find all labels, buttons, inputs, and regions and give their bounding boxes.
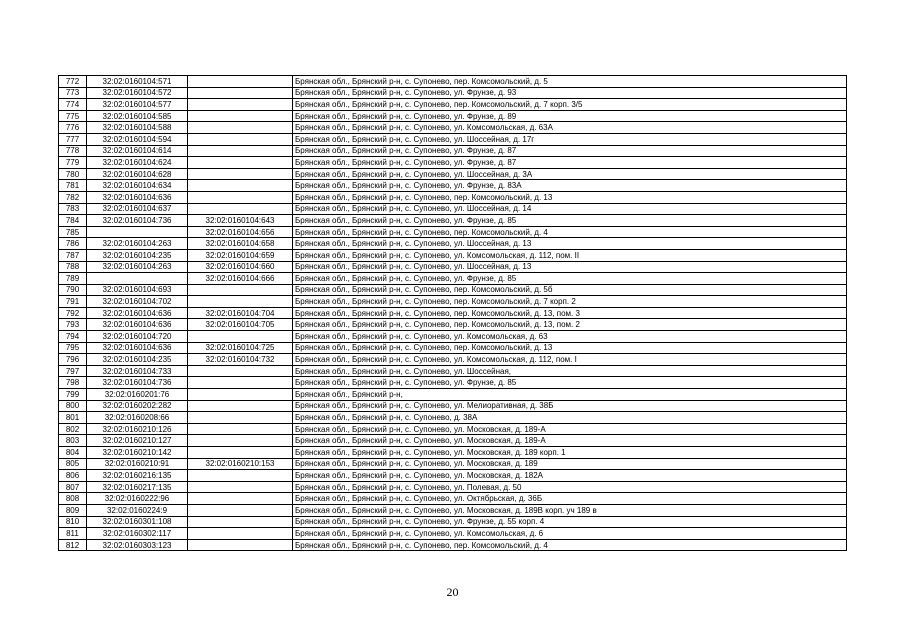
cadastral-number-cell: 32:02:0160104:693: [87, 284, 188, 296]
table-row: [59, 539, 847, 551]
row-number-cell: 804: [59, 447, 87, 459]
page-number: 20: [446, 585, 459, 599]
row-number-cell: 782: [59, 191, 87, 203]
linked-cadastral-number-cell: 32:02:0160104:704: [188, 307, 293, 319]
linked-cadastral-number-cell: 32:02:0160104:666: [188, 273, 293, 285]
linked-cadastral-number-cell: [188, 447, 293, 459]
cadastral-number-cell: 32:02:0160202:282: [87, 400, 188, 412]
address-cell: Брянская обл., Брянский р-н, с. Супонево, пер. Комсомольский, д. 7 корп. 3/5: [293, 99, 847, 111]
table-row: [59, 435, 847, 447]
row-number-cell: 793: [59, 319, 87, 331]
table-row: [59, 354, 847, 366]
row-number-cell: 794: [59, 331, 87, 343]
address-cell: Брянская обл., Брянский р-н, с. Супонево, ул. Московская, д. 189В корп. уч 189 в: [293, 504, 847, 516]
address-cell: Брянская обл., Брянский р-н, с. Супонево, ул. Комсомольская, д. 63А: [293, 122, 847, 134]
table-row: [59, 157, 847, 169]
linked-cadastral-number-cell: 32:02:0160104:643: [188, 215, 293, 227]
row-number-cell: 796: [59, 354, 87, 366]
linked-cadastral-number-cell: [188, 87, 293, 99]
address-cell: Брянская обл., Брянский р-н, с. Супонево, пер. Комсомольский, д. 13: [293, 342, 847, 354]
table-row: [59, 226, 847, 238]
cadastral-number-cell: 32:02:0160104:733: [87, 365, 188, 377]
table-row: [59, 447, 847, 459]
cadastral-number-cell: 32:02:0160104:636: [87, 191, 188, 203]
table-row: [59, 528, 847, 540]
linked-cadastral-number-cell: 32:02:0160104:725: [188, 342, 293, 354]
row-number-cell: 807: [59, 481, 87, 493]
linked-cadastral-number-cell: 32:02:0160104:656: [188, 226, 293, 238]
cadastral-number-cell: 32:02:0160222:96: [87, 493, 188, 505]
address-cell: Брянская обл., Брянский р-н, с. Супонево, пер. Комсомольский, д. 5: [293, 76, 847, 88]
linked-cadastral-number-cell: [188, 423, 293, 435]
table-row: [59, 180, 847, 192]
row-number-cell: 780: [59, 168, 87, 180]
address-cell: Брянская обл., Брянский р-н, с. Супонево, пер. Комсомольский, д. 7 корп. 2: [293, 296, 847, 308]
address-cell: Брянская обл., Брянский р-н, с. Супонево, ул. Полевая, д. 50: [293, 481, 847, 493]
cadastral-table: [58, 75, 847, 551]
linked-cadastral-number-cell: [188, 470, 293, 482]
cadastral-number-cell: 32:02:0160210:126: [87, 423, 188, 435]
row-number-cell: 799: [59, 389, 87, 401]
table-row: [59, 249, 847, 261]
linked-cadastral-number-cell: [188, 99, 293, 111]
table-row: [59, 133, 847, 145]
cadastral-number-cell: 32:02:0160210:127: [87, 435, 188, 447]
linked-cadastral-number-cell: 32:02:0160104:732: [188, 354, 293, 366]
table-row: [59, 516, 847, 528]
address-cell: Брянская обл., Брянский р-н, с. Супонево, пер. Комсомольский, д. 13, пом. 3: [293, 307, 847, 319]
cadastral-number-cell: 32:02:0160104:588: [87, 122, 188, 134]
linked-cadastral-number-cell: [188, 157, 293, 169]
table-row: [59, 284, 847, 296]
address-cell: Брянская обл., Брянский р-н, с. Супонево, ул. Фрунзе, д. 93: [293, 87, 847, 99]
row-number-cell: 805: [59, 458, 87, 470]
address-cell: Брянская обл., Брянский р-н, с. Супонево, пер. Комсомольский, д. 4: [293, 226, 847, 238]
row-number-cell: 773: [59, 87, 87, 99]
row-number-cell: 791: [59, 296, 87, 308]
table-row: [59, 423, 847, 435]
linked-cadastral-number-cell: [188, 296, 293, 308]
cadastral-number-cell: 32:02:0160216:135: [87, 470, 188, 482]
linked-cadastral-number-cell: [188, 168, 293, 180]
address-cell: Брянская обл., Брянский р-н, с. Супонево, ул. Октябрьская, д. 36Б: [293, 493, 847, 505]
linked-cadastral-number-cell: [188, 133, 293, 145]
cadastral-number-cell: 32:02:0160104:263: [87, 261, 188, 273]
address-cell: Брянская обл., Брянский р-н, с. Супонево, пер. Комсомольский, д. 5б: [293, 284, 847, 296]
table-row: [59, 331, 847, 343]
address-cell: Брянская обл., Брянский р-н, с. Супонево, ул. Московская, д. 182А: [293, 470, 847, 482]
cadastral-number-cell: 32:02:0160301:108: [87, 516, 188, 528]
row-number-cell: 788: [59, 261, 87, 273]
cadastral-number-cell: 32:02:0160210:142: [87, 447, 188, 459]
linked-cadastral-number-cell: 32:02:0160104:659: [188, 249, 293, 261]
table-row: [59, 296, 847, 308]
cadastral-number-cell: 32:02:0160104:628: [87, 168, 188, 180]
cadastral-number-cell: 32:02:0160217:135: [87, 481, 188, 493]
row-number-cell: 777: [59, 133, 87, 145]
cadastral-number-cell: 32:02:0160104:614: [87, 145, 188, 157]
cadastral-number-cell: 32:02:0160208:66: [87, 412, 188, 424]
address-cell: Брянская обл., Брянский р-н, с. Супонево, ул. Московская, д. 189: [293, 458, 847, 470]
linked-cadastral-number-cell: [188, 493, 293, 505]
address-cell: Брянская обл., Брянский р-н, с. Супонево, ул. Шоссейная, д. 13: [293, 238, 847, 250]
row-number-cell: 809: [59, 504, 87, 516]
row-number-cell: 798: [59, 377, 87, 389]
table-row: [59, 307, 847, 319]
table-row: [59, 365, 847, 377]
cadastral-number-cell: 32:02:0160104:702: [87, 296, 188, 308]
linked-cadastral-number-cell: [188, 539, 293, 551]
linked-cadastral-number-cell: [188, 528, 293, 540]
address-cell: Брянская обл., Брянский р-н, с. Супонево, ул. Фрунзе, д. 87: [293, 145, 847, 157]
table-row: [59, 493, 847, 505]
address-cell: Брянская обл., Брянский р-н,: [293, 389, 847, 401]
linked-cadastral-number-cell: [188, 377, 293, 389]
address-cell: Брянская обл., Брянский р-н, с. Супонево, пер. Комсомольский, д. 13, пом. 2: [293, 319, 847, 331]
cadastral-number-cell: 32:02:0160104:263: [87, 238, 188, 250]
address-cell: Брянская обл., Брянский р-н, с. Супонево, ул. Фрунзе, д. 89: [293, 110, 847, 122]
address-cell: Брянская обл., Брянский р-н, с. Супонево, ул. Фрунзе, д. 83А: [293, 180, 847, 192]
address-cell: Брянская обл., Брянский р-н, с. Супонево, ул. Фрунзе, д. 85: [293, 377, 847, 389]
address-cell: Брянская обл., Брянский р-н, с. Супонево, пер. Комсомольский, д. 13: [293, 191, 847, 203]
address-cell: Брянская обл., Брянский р-н, с. Супонево, ул. Фрунзе, д. 87: [293, 157, 847, 169]
cadastral-number-cell: 32:02:0160104:634: [87, 180, 188, 192]
address-cell: Брянская обл., Брянский р-н, с. Супонево, ул. Шоссейная, д. 17г: [293, 133, 847, 145]
cadastral-number-cell: 32:02:0160104:624: [87, 157, 188, 169]
linked-cadastral-number-cell: [188, 203, 293, 215]
cadastral-number-cell: [87, 226, 188, 238]
cadastral-number-cell: 32:02:0160104:736: [87, 215, 188, 227]
linked-cadastral-number-cell: [188, 435, 293, 447]
row-number-cell: 808: [59, 493, 87, 505]
linked-cadastral-number-cell: [188, 504, 293, 516]
linked-cadastral-number-cell: [188, 180, 293, 192]
cadastral-number-cell: 32:02:0160104:235: [87, 354, 188, 366]
table-row: [59, 377, 847, 389]
table-row: [59, 458, 847, 470]
linked-cadastral-number-cell: 32:02:0160104:660: [188, 261, 293, 273]
table-row: [59, 145, 847, 157]
cadastral-number-cell: 32:02:0160104:577: [87, 99, 188, 111]
address-cell: Брянская обл., Брянский р-н, с. Супонево, ул. Московская, д. 189-А: [293, 435, 847, 447]
row-number-cell: 795: [59, 342, 87, 354]
row-number-cell: 806: [59, 470, 87, 482]
address-cell: Брянская обл., Брянский р-н, с. Супонево, ул. Шоссейная,: [293, 365, 847, 377]
row-number-cell: 797: [59, 365, 87, 377]
cadastral-number-cell: 32:02:0160104:736: [87, 377, 188, 389]
linked-cadastral-number-cell: [188, 400, 293, 412]
address-cell: Брянская обл., Брянский р-н, с. Супонево, пер. Комсомольский, д. 4: [293, 539, 847, 551]
row-number-cell: 803: [59, 435, 87, 447]
address-cell: Брянская обл., Брянский р-н, с. Супонево, ул. Мелиоративная, д. 38Б: [293, 400, 847, 412]
address-cell: Брянская обл., Брянский р-н, с. Супонево, ул. Московская, д. 189 корп. 1: [293, 447, 847, 459]
row-number-cell: 800: [59, 400, 87, 412]
cadastral-number-cell: 32:02:0160104:594: [87, 133, 188, 145]
row-number-cell: 781: [59, 180, 87, 192]
row-number-cell: 792: [59, 307, 87, 319]
cadastral-number-cell: 32:02:0160104:636: [87, 307, 188, 319]
address-cell: Брянская обл., Брянский р-н, с. Супонево, ул. Фрунзе, д. 55 корп. 4: [293, 516, 847, 528]
table-row: [59, 168, 847, 180]
address-cell: Брянская обл., Брянский р-н, с. Супонево, д. 38А: [293, 412, 847, 424]
row-number-cell: 802: [59, 423, 87, 435]
table-row: [59, 87, 847, 99]
row-number-cell: 778: [59, 145, 87, 157]
cadastral-number-cell: 32:02:0160201:76: [87, 389, 188, 401]
table-row: [59, 389, 847, 401]
row-number-cell: 787: [59, 249, 87, 261]
row-number-cell: 784: [59, 215, 87, 227]
table-row: [59, 203, 847, 215]
linked-cadastral-number-cell: 32:02:0160104:658: [188, 238, 293, 250]
cadastral-number-cell: 32:02:0160104:636: [87, 319, 188, 331]
address-cell: Брянская обл., Брянский р-н, с. Супонево, ул. Комсомольская, д. 112, пом. I: [293, 354, 847, 366]
address-cell: Брянская обл., Брянский р-н, с. Супонево, ул. Фрунзе, д. 85: [293, 215, 847, 227]
cadastral-number-cell: 32:02:0160104:637: [87, 203, 188, 215]
cadastral-number-cell: [87, 273, 188, 285]
linked-cadastral-number-cell: [188, 122, 293, 134]
table-row: [59, 261, 847, 273]
table-row: [59, 470, 847, 482]
linked-cadastral-number-cell: [188, 191, 293, 203]
linked-cadastral-number-cell: [188, 389, 293, 401]
table-row: [59, 412, 847, 424]
linked-cadastral-number-cell: [188, 331, 293, 343]
cadastral-number-cell: 32:02:0160104:572: [87, 87, 188, 99]
table-row: [59, 76, 847, 88]
address-cell: Брянская обл., Брянский р-н, с. Супонево, ул. Фрунзе, д. 85: [293, 273, 847, 285]
row-number-cell: 810: [59, 516, 87, 528]
linked-cadastral-number-cell: 32:02:0160104:705: [188, 319, 293, 331]
row-number-cell: 786: [59, 238, 87, 250]
cadastral-number-cell: 32:02:0160104:235: [87, 249, 188, 261]
linked-cadastral-number-cell: [188, 76, 293, 88]
table-row: [59, 273, 847, 285]
linked-cadastral-number-cell: [188, 481, 293, 493]
row-number-cell: 801: [59, 412, 87, 424]
cadastral-table-body: [59, 76, 847, 551]
row-number-cell: 775: [59, 110, 87, 122]
cadastral-number-cell: 32:02:0160302:117: [87, 528, 188, 540]
row-number-cell: 774: [59, 99, 87, 111]
row-number-cell: 779: [59, 157, 87, 169]
linked-cadastral-number-cell: [188, 516, 293, 528]
table-row: [59, 504, 847, 516]
cadastral-number-cell: 32:02:0160303:123: [87, 539, 188, 551]
linked-cadastral-number-cell: [188, 110, 293, 122]
row-number-cell: 776: [59, 122, 87, 134]
cadastral-number-cell: 32:02:0160224:9: [87, 504, 188, 516]
cadastral-number-cell: 32:02:0160104:720: [87, 331, 188, 343]
row-number-cell: 783: [59, 203, 87, 215]
address-cell: Брянская обл., Брянский р-н, с. Супонево, ул. Комсомольская, д. 63: [293, 331, 847, 343]
address-cell: Брянская обл., Брянский р-н, с. Супонево, ул. Комсомольская, д. 112, пом. II: [293, 249, 847, 261]
address-cell: Брянская обл., Брянский р-н, с. Супонево, ул. Шоссейная, д. 14: [293, 203, 847, 215]
table-row: [59, 238, 847, 250]
linked-cadastral-number-cell: 32:02:0160210:153: [188, 458, 293, 470]
table-row: [59, 481, 847, 493]
linked-cadastral-number-cell: [188, 412, 293, 424]
row-number-cell: 790: [59, 284, 87, 296]
row-number-cell: 811: [59, 528, 87, 540]
row-number-cell: 785: [59, 226, 87, 238]
cadastral-number-cell: 32:02:0160104:636: [87, 342, 188, 354]
table-row: [59, 215, 847, 227]
table-row: [59, 122, 847, 134]
address-cell: Брянская обл., Брянский р-н, с. Супонево, ул. Шоссейная, д. 3А: [293, 168, 847, 180]
table-row: [59, 319, 847, 331]
table-row: [59, 342, 847, 354]
linked-cadastral-number-cell: [188, 145, 293, 157]
table-row: [59, 191, 847, 203]
table-row: [59, 99, 847, 111]
cadastral-number-cell: 32:02:0160104:585: [87, 110, 188, 122]
row-number-cell: 812: [59, 539, 87, 551]
address-cell: Брянская обл., Брянский р-н, с. Супонево, ул. Комсомольская, д. 6: [293, 528, 847, 540]
row-number-cell: 772: [59, 76, 87, 88]
cadastral-number-cell: 32:02:0160210:91: [87, 458, 188, 470]
cadastral-number-cell: 32:02:0160104:571: [87, 76, 188, 88]
row-number-cell: 789: [59, 273, 87, 285]
linked-cadastral-number-cell: [188, 365, 293, 377]
table-row: [59, 110, 847, 122]
table-row: [59, 400, 847, 412]
linked-cadastral-number-cell: [188, 284, 293, 296]
address-cell: Брянская обл., Брянский р-н, с. Супонево, ул. Московская, д. 189-А: [293, 423, 847, 435]
address-cell: Брянская обл., Брянский р-н, с. Супонево, ул. Шоссейная, д. 13: [293, 261, 847, 273]
